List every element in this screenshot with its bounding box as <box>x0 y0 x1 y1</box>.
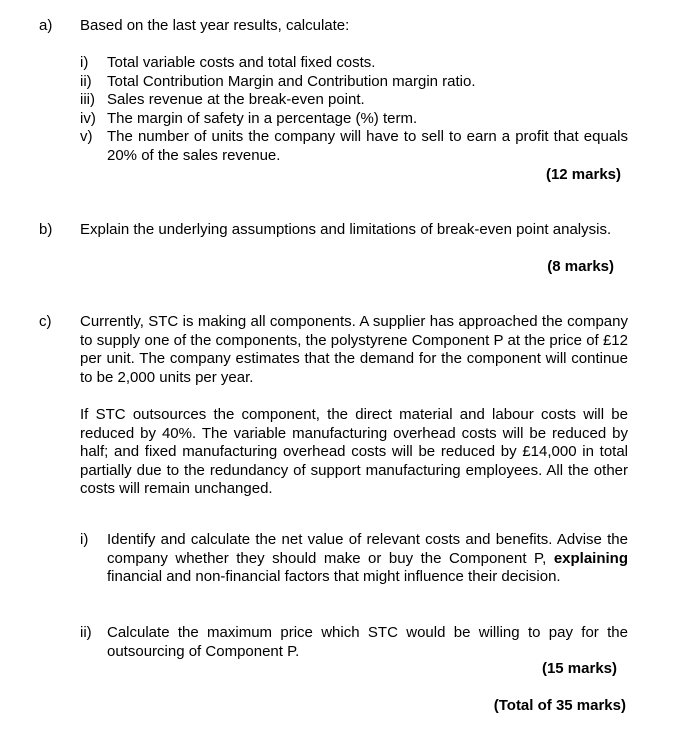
list-item <box>80 110 628 129</box>
item-number: ii) <box>80 72 92 90</box>
section-c-label: c) <box>39 313 52 330</box>
item-text-after: financial and non-financial factors that might influence their decision. <box>107 568 561 586</box>
item-text: Sales revenue at the break-even point. <box>107 91 365 108</box>
item-number: iii) <box>80 91 95 108</box>
item-number: ii) <box>80 624 92 641</box>
item-text <box>107 531 628 587</box>
list-item <box>80 128 628 166</box>
item-text: The margin of safety in a percentage (%) term. <box>107 109 418 127</box>
list-item <box>80 54 628 73</box>
section-c-marks: (15 marks) <box>541 660 617 677</box>
total-marks: (Total of 35 marks) <box>493 697 626 714</box>
list-item <box>80 91 628 110</box>
section-b-label: b) <box>39 221 53 238</box>
section-a-marks: (12 marks) <box>545 166 621 183</box>
list-item <box>80 73 628 92</box>
section-b-text: Explain the underlying assumptions and limitations of break-even point analysis. <box>80 221 612 238</box>
section-c-para1: Currently, STC is making all components. A supplier has approached the company to supply one of the components, the polystyrene Component P at the price of £12 per unit. The company estimates that the demand for the component will continue to be 2,000 units per year. <box>80 313 628 386</box>
item-number: iv) <box>80 109 96 127</box>
item-text: Total Contribution Margin and Contribution margin ratio. <box>107 72 476 90</box>
item-number: i) <box>80 531 89 548</box>
item-number: v) <box>80 128 93 145</box>
item-text: Total variable costs and total fixed costs. <box>107 54 376 71</box>
section-a-intro: Based on the last year results, calculate: <box>80 17 350 34</box>
item-text-before: Identify and calculate the net value of relevant costs and benefits. Advise the company whether they should make or buy the Component P, <box>107 531 628 567</box>
item-text: Calculate the maximum price which STC would be willing to pay for the outsourcing of Component P. <box>107 624 628 660</box>
item-text-bold: explaining <box>553 549 628 567</box>
section-c-para2: If STC outsources the component, the direct material and labour costs will be reduced by 40%. The variable manufacturing overhead costs will be reduced by half; and fixed manufacturing overhead costs will be reduced by £14,000 in total partially due to the redundancy of support manufacturing employees. All the other costs will remain unchanged. <box>80 406 628 498</box>
section-a-label: a) <box>39 17 53 34</box>
item-number: i) <box>80 54 89 71</box>
section-b-marks: (8 marks) <box>547 258 614 275</box>
item-text: The number of units the company will have to sell to earn a profit that equals 20% of the sales revenue. <box>107 128 628 164</box>
